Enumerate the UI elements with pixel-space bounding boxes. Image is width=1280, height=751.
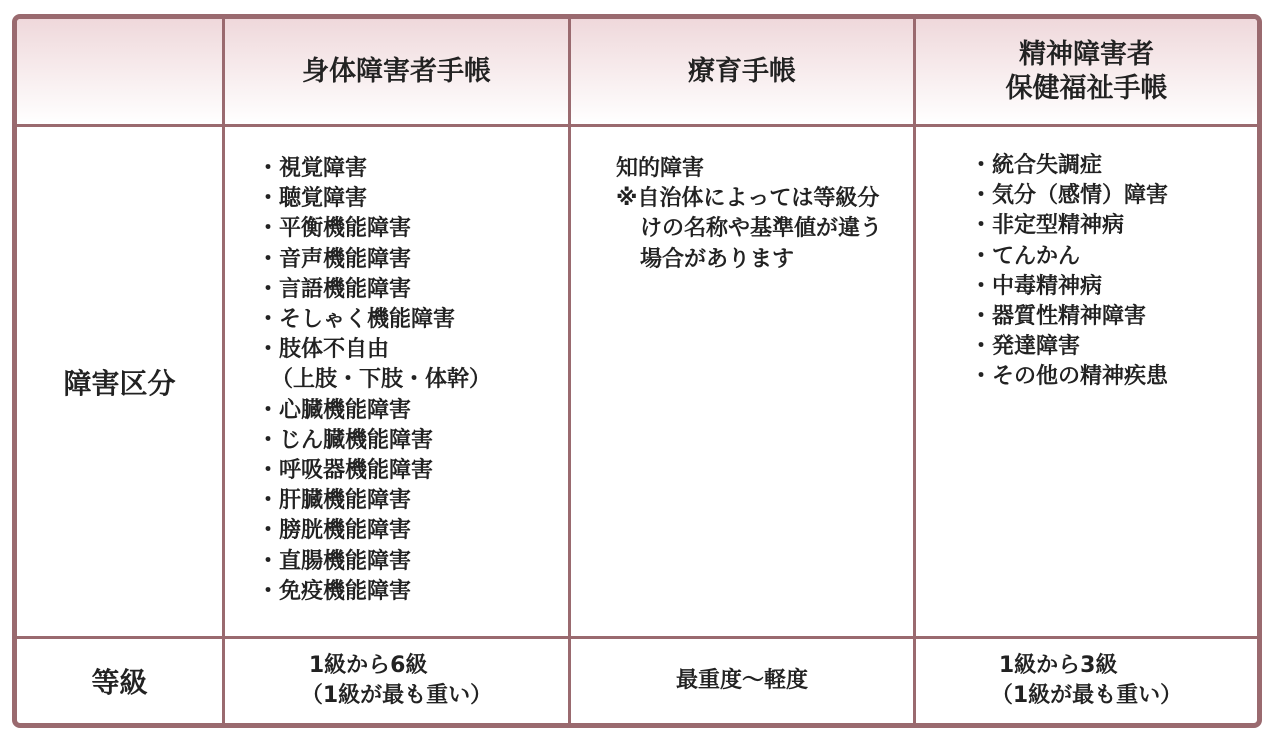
physical-item: ・そしゃく機能障害 bbox=[257, 307, 456, 333]
mental-grade-cell bbox=[916, 639, 1257, 723]
physical-item: ・免疫機能障害 bbox=[257, 578, 412, 604]
disability-certificate-table bbox=[12, 14, 1262, 728]
physical-item: ・言語機能障害 bbox=[257, 276, 412, 302]
physical-item: ・じん臓機能障害 bbox=[257, 427, 434, 453]
physical-item: ・音声機能障害 bbox=[257, 246, 412, 272]
mental-item: ・その他の精神疾患 bbox=[970, 364, 1169, 390]
header-empty-cell bbox=[17, 19, 225, 127]
header-mental-line1: 精神障害者 bbox=[1019, 38, 1154, 70]
physical-item: ・膀胱機能障害 bbox=[257, 518, 412, 544]
physical-grade-line1: 1級から6級 bbox=[308, 653, 428, 678]
physical-category-cell bbox=[225, 127, 571, 639]
physical-category-list bbox=[257, 154, 491, 607]
mental-item: ・器質性精神障害 bbox=[970, 304, 1147, 330]
mental-item: ・気分（感情）障害 bbox=[970, 183, 1169, 209]
mental-category-cell bbox=[916, 127, 1257, 639]
rehab-note: ※自治体によっては等級分けの名称や基準値が違う場合があります bbox=[616, 186, 883, 272]
physical-item: ・平衡機能障害 bbox=[257, 216, 412, 242]
physical-grade-cell bbox=[225, 639, 571, 723]
category-label: 障害区分 bbox=[63, 366, 176, 400]
rehab-type: 知的障害 bbox=[616, 156, 705, 181]
header-rehab-label: 療育手帳 bbox=[688, 55, 796, 87]
row-label-grade bbox=[17, 639, 225, 723]
grade-label: 等級 bbox=[91, 666, 148, 699]
mental-item: ・発達障害 bbox=[970, 334, 1081, 360]
header-mental-line2: 保健福祉手帳 bbox=[1005, 72, 1168, 104]
rehab-grade: 最重度～軽度 bbox=[675, 668, 808, 693]
rehab-category-cell bbox=[571, 127, 916, 639]
mental-item: ・中毒精神病 bbox=[970, 273, 1103, 299]
header-physical bbox=[225, 19, 571, 127]
header-rehab bbox=[571, 19, 916, 127]
physical-item: ・心臓機能障害 bbox=[257, 397, 412, 423]
mental-item: ・てんかん bbox=[970, 243, 1081, 269]
rehab-grade-cell bbox=[571, 639, 916, 723]
mental-item: ・統合失調症 bbox=[970, 153, 1103, 178]
mental-category-list bbox=[970, 151, 1168, 393]
row-label-category bbox=[17, 127, 225, 639]
physical-item: （上肢・下肢・体幹） bbox=[271, 367, 492, 393]
physical-item: ・視覚障害 bbox=[257, 156, 368, 181]
mental-item: ・非定型精神病 bbox=[970, 213, 1125, 239]
physical-item: ・聴覚障害 bbox=[257, 186, 368, 212]
header-mental bbox=[916, 19, 1257, 127]
mental-grade-line2: （1級が最も重い） bbox=[990, 683, 1183, 708]
physical-item: ・肝臓機能障害 bbox=[257, 488, 412, 514]
physical-item: ・肢体不自由 bbox=[257, 337, 390, 363]
physical-item: ・直腸機能障害 bbox=[257, 548, 412, 574]
physical-grade-line2: （1級が最も重い） bbox=[300, 683, 493, 708]
mental-grade-line1: 1級から3級 bbox=[998, 653, 1118, 678]
physical-item: ・呼吸器機能障害 bbox=[257, 458, 434, 484]
header-physical-label: 身体障害者手帳 bbox=[302, 55, 491, 87]
